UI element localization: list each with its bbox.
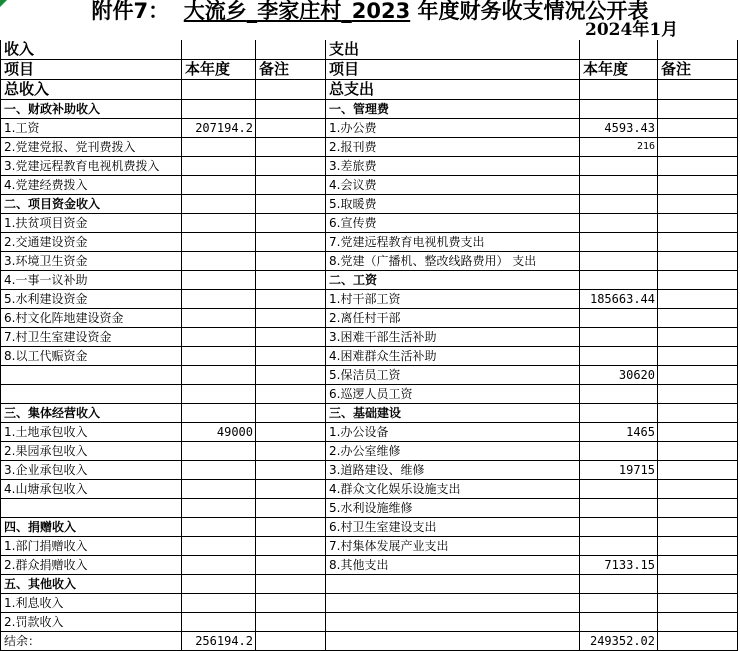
expense-amount: 30620 (580, 366, 658, 385)
expense-remark (658, 556, 738, 575)
expense-remark (658, 176, 738, 195)
expense-remark (658, 252, 738, 271)
income-item: 4.党建经费拨入 (1, 176, 182, 195)
table-row (1, 157, 738, 176)
expense-remark (658, 157, 738, 176)
title-sep1: _ (246, 0, 258, 23)
income-amount (182, 556, 256, 575)
income-item: 2.罚款收入 (1, 613, 182, 632)
header-row-columns (1, 60, 738, 80)
income-item: 8.以工代赈资金 (1, 347, 182, 366)
income-amount (182, 518, 256, 537)
table-row (1, 499, 738, 518)
income-amount (182, 138, 256, 157)
income-amount-header: 本年度 (182, 60, 256, 80)
income-amount (182, 366, 256, 385)
expense-item: 4.群众文化娱乐设施支出 (326, 480, 580, 499)
expense-item: 2.报刊费 (326, 138, 580, 157)
expense-item: 7.村集体发展产业支出 (326, 537, 580, 556)
expense-balance: 249352.02 (580, 632, 658, 651)
income-item (1, 385, 182, 404)
expense-item: 3.差旅费 (326, 157, 580, 176)
table-row (1, 271, 738, 290)
income-amount (182, 290, 256, 309)
income-remark (256, 252, 326, 271)
income-amount (182, 404, 256, 423)
expense-amount (580, 157, 658, 176)
expense-item: 5.水利设施维修 (326, 499, 580, 518)
table-row (1, 195, 738, 214)
expense-item: 5.取暖费 (326, 195, 580, 214)
expense-remark (658, 119, 738, 138)
income-remark (256, 556, 326, 575)
income-item: 1.利息收入 (1, 594, 182, 613)
income-item: 1.扶贫项目资金 (1, 214, 182, 233)
total-expense-label: 总支出 (326, 80, 580, 100)
income-item: 4.一事一议补助 (1, 271, 182, 290)
income-item: 2.党建党报、党刊费拨入 (1, 138, 182, 157)
expense-item (326, 594, 580, 613)
income-amount (182, 309, 256, 328)
income-item: 5.水利建设资金 (1, 290, 182, 309)
expense-item: 2.办公室维修 (326, 442, 580, 461)
table-row (1, 423, 738, 442)
income-remark (256, 575, 326, 594)
expense-remark (658, 271, 738, 290)
totals-header-row (1, 80, 738, 100)
expense-amount (580, 347, 658, 366)
expense-amount: 19715 (580, 461, 658, 480)
table-row (1, 176, 738, 195)
table-row (1, 138, 738, 157)
income-item (1, 366, 182, 385)
table-row (1, 518, 738, 537)
expense-item: 3.困难干部生活补助 (326, 328, 580, 347)
expense-remark (658, 328, 738, 347)
income-remark (256, 461, 326, 480)
expense-remark (658, 480, 738, 499)
page-title (0, 0, 740, 22)
income-item-header: 项目 (1, 60, 182, 80)
expense-item: 3.道路建设、维修 (326, 461, 580, 480)
expense-amount (580, 309, 658, 328)
income-item: 3.党建远程教育电视机费拨入 (1, 157, 182, 176)
income-header: 收入 (1, 40, 182, 60)
income-item: 四、捐赠收入 (1, 518, 182, 537)
expense-remark (658, 404, 738, 423)
table-row (1, 537, 738, 556)
expense-item (326, 613, 580, 632)
income-item: 2.群众捐赠收入 (1, 556, 182, 575)
income-amount (182, 613, 256, 632)
income-remark (256, 290, 326, 309)
expense-header: 支出 (326, 40, 580, 60)
income-item: 1.土地承包收入 (1, 423, 182, 442)
income-remark (256, 366, 326, 385)
table-row (1, 366, 738, 385)
expense-amount (580, 214, 658, 233)
income-item: 1.工资 (1, 119, 182, 138)
expense-amount (580, 385, 658, 404)
expense-remark (658, 461, 738, 480)
income-remark (256, 328, 326, 347)
expense-amount (580, 499, 658, 518)
title-sep2: _ (341, 0, 352, 23)
expense-amount (580, 594, 658, 613)
income-amount (182, 157, 256, 176)
income-remark (256, 271, 326, 290)
income-remark (256, 518, 326, 537)
income-item: 3.环境卫生资金 (1, 252, 182, 271)
expense-amount: 7133.15 (580, 556, 658, 575)
expense-balance-remark (658, 632, 738, 651)
table-row (1, 385, 738, 404)
expense-remark (658, 309, 738, 328)
table-row (1, 347, 738, 366)
income-amount (182, 100, 256, 119)
expense-amount (580, 233, 658, 252)
expense-remark-header: 备注 (658, 60, 738, 80)
expense-amount (580, 613, 658, 632)
expense-amount-header: 本年度 (580, 60, 658, 80)
table-row (1, 214, 738, 233)
expense-amount (580, 537, 658, 556)
income-remark (256, 480, 326, 499)
income-item: 1.部门捐赠收入 (1, 537, 182, 556)
total-income-label: 总收入 (1, 80, 182, 100)
expense-remark (658, 537, 738, 556)
income-remark (256, 176, 326, 195)
income-amount (182, 233, 256, 252)
expense-item: 6.巡逻人员工资 (326, 385, 580, 404)
balance-row (1, 632, 738, 651)
income-amount (182, 328, 256, 347)
income-remark (256, 309, 326, 328)
table-row (1, 252, 738, 271)
income-remark (256, 119, 326, 138)
expense-remark (658, 518, 738, 537)
expense-remark (658, 290, 738, 309)
income-amount (182, 575, 256, 594)
expense-amount: 185663.44 (580, 290, 658, 309)
expense-remark (658, 100, 738, 119)
income-remark (256, 138, 326, 157)
expense-item: 1.村干部工资 (326, 290, 580, 309)
title-suffix: 年度财务收支情况公开表 (417, 0, 649, 23)
income-item: 三、集体经营收入 (1, 404, 182, 423)
expense-item: 1.办公费 (326, 119, 580, 138)
table-row (1, 480, 738, 499)
expense-remark (658, 195, 738, 214)
expense-amount (580, 518, 658, 537)
expense-item: 7.党建远程教育电视机费支出 (326, 233, 580, 252)
table-row (1, 233, 738, 252)
income-amount (182, 537, 256, 556)
income-amount (182, 385, 256, 404)
income-remark (256, 214, 326, 233)
income-item (1, 499, 182, 518)
income-item: 五、其他收入 (1, 575, 182, 594)
expense-item (326, 575, 580, 594)
finance-table (0, 40, 738, 651)
income-amount (182, 252, 256, 271)
expense-amount (580, 328, 658, 347)
expense-item-header: 项目 (326, 60, 580, 80)
expense-amount (580, 480, 658, 499)
expense-remark (658, 613, 738, 632)
income-remark (256, 157, 326, 176)
table-row (1, 404, 738, 423)
table-row (1, 594, 738, 613)
income-amount (182, 347, 256, 366)
expense-amount (580, 271, 658, 290)
expense-item: 8.党建（广播机、整改线路费用） 支出 (326, 252, 580, 271)
table-row (1, 290, 738, 309)
expense-remark (658, 442, 738, 461)
expense-item: 2.离任村干部 (326, 309, 580, 328)
expense-remark (658, 233, 738, 252)
expense-remark (658, 385, 738, 404)
expense-item: 5.保洁员工资 (326, 366, 580, 385)
income-item: 二、项目资金收入 (1, 195, 182, 214)
income-amount (182, 271, 256, 290)
income-item: 一、财政补助收入 (1, 100, 182, 119)
expense-amount: 216 (580, 138, 658, 157)
expense-item: 6.村卫生室建设支出 (326, 518, 580, 537)
income-amount (182, 594, 256, 613)
income-remark (256, 100, 326, 119)
table-row (1, 100, 738, 119)
income-remark (256, 233, 326, 252)
balance-label: 结余： (1, 632, 182, 651)
income-balance: 256194.2 (182, 632, 256, 651)
expense-amount: 1465 (580, 423, 658, 442)
expense-balance-label (326, 632, 580, 651)
expense-amount (580, 442, 658, 461)
income-item: 4.山塘承包收入 (1, 480, 182, 499)
expense-remark (658, 423, 738, 442)
income-remark (256, 404, 326, 423)
income-item: 3.企业承包收入 (1, 461, 182, 480)
table-row (1, 309, 738, 328)
income-remark (256, 347, 326, 366)
income-remark (256, 195, 326, 214)
income-remark (256, 499, 326, 518)
expense-item: 8.其他支出 (326, 556, 580, 575)
income-remark (256, 385, 326, 404)
income-amount: 207194.2 (182, 119, 256, 138)
income-amount (182, 442, 256, 461)
expense-item: 4.会议费 (326, 176, 580, 195)
title-village: 李家庄村 (257, 0, 342, 23)
expense-amount (580, 100, 658, 119)
table-row (1, 575, 738, 594)
income-remark (256, 537, 326, 556)
header-row-section (1, 40, 738, 60)
expense-item: 1.办公设备 (326, 423, 580, 442)
expense-item: 4.困难群众生活补助 (326, 347, 580, 366)
income-item: 2.交通建设资金 (1, 233, 182, 252)
income-amount: 49000 (182, 423, 256, 442)
expense-amount (580, 575, 658, 594)
expense-amount (580, 176, 658, 195)
table-row (1, 119, 738, 138)
table-row (1, 556, 738, 575)
income-remark (256, 613, 326, 632)
expense-remark (658, 499, 738, 518)
expense-remark (658, 575, 738, 594)
income-amount (182, 195, 256, 214)
expense-amount: 4593.43 (580, 119, 658, 138)
table-row (1, 613, 738, 632)
income-remark (256, 423, 326, 442)
income-remark (256, 594, 326, 613)
income-item: 2.果园承包收入 (1, 442, 182, 461)
expense-remark (658, 214, 738, 233)
income-amount (182, 461, 256, 480)
expense-remark (658, 594, 738, 613)
income-remark (256, 442, 326, 461)
table-row (1, 442, 738, 461)
income-item: 6.村文化阵地建设资金 (1, 309, 182, 328)
income-remark-header: 备注 (256, 60, 326, 80)
title-town: 大流乡 (183, 0, 247, 23)
expense-remark (658, 366, 738, 385)
expense-amount (580, 404, 658, 423)
expense-item: 一、管理费 (326, 100, 580, 119)
income-amount (182, 214, 256, 233)
expense-remark (658, 138, 738, 157)
income-balance-remark (256, 632, 326, 651)
income-amount (182, 176, 256, 195)
expense-amount (580, 195, 658, 214)
income-amount (182, 499, 256, 518)
table-row (1, 328, 738, 347)
report-date: 2024年1月 (585, 20, 679, 40)
expense-amount (580, 252, 658, 271)
expense-item: 二、工资 (326, 271, 580, 290)
table-row (1, 461, 738, 480)
expense-item: 6.宣传费 (326, 214, 580, 233)
income-item: 7.村卫生室建设资金 (1, 328, 182, 347)
title-year: 2023 (351, 0, 411, 23)
income-amount (182, 480, 256, 499)
title-prefix: 附件7： (91, 0, 170, 23)
expense-item: 三、基础建设 (326, 404, 580, 423)
expense-remark (658, 347, 738, 366)
